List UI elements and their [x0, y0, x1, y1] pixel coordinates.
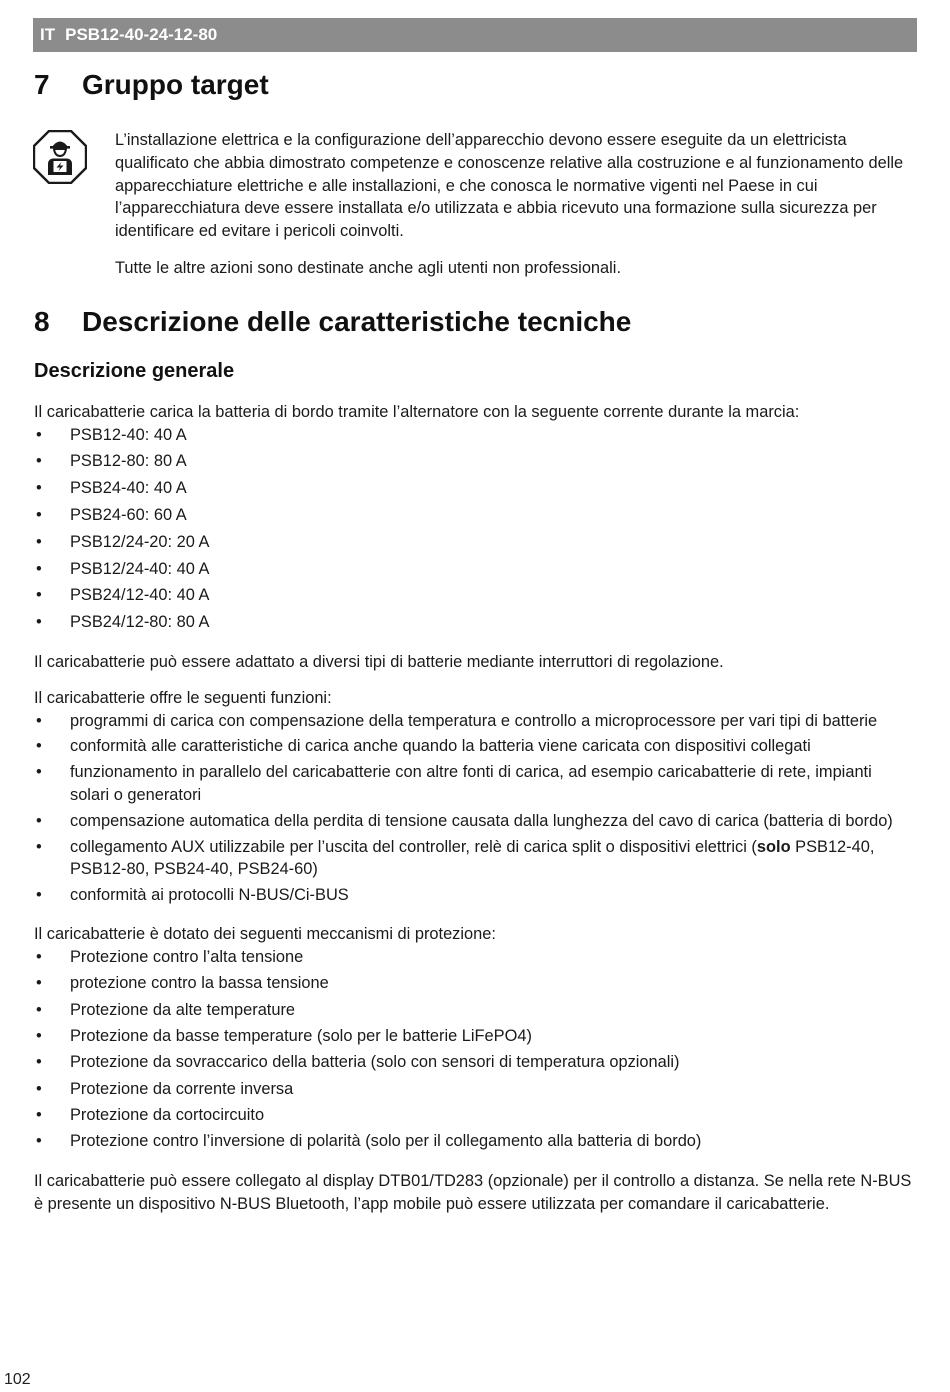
list-item: • Protezione contro l’inversione di polarità (solo per il collegamento alla batteria di bordo) [34, 1130, 914, 1153]
language-code: IT [40, 25, 56, 44]
list-item: • Protezione da sovraccarico della batteria (solo con sensori di temperatura opzionali) [34, 1051, 914, 1074]
charge-intro: Il caricabatterie carica la batteria di bordo tramite l’alternatore con la seguente corrente durante la marcia: [34, 402, 800, 421]
list-item: • compensazione automatica della perdita di tensione causata dalla lunghezza del cavo di carica (batteria di bordo) [34, 810, 914, 833]
subsection-title: Descrizione generale [34, 360, 235, 382]
list-item: • PSB24-40: 40 A [34, 477, 914, 500]
list-item: • PSB12/24-40: 40 A [34, 558, 914, 581]
list-item: • Protezione da basse temperature (solo per le batterie LiFePO4) [34, 1025, 914, 1048]
protection-intro: Il caricabatterie è dotato dei seguenti meccanismi di protezione: [34, 924, 496, 943]
section-7-body [115, 129, 915, 294]
functions-list [34, 710, 914, 907]
list-item: • conformità ai protocolli N-BUS/Ci-BUS [34, 884, 914, 907]
list-item: • PSB12/24-20: 20 A [34, 531, 914, 554]
intro-paragraph-2: Tutte le altre azioni sono destinate anche agli utenti non professionali. [115, 258, 622, 277]
page-number: 102 [4, 1371, 31, 1388]
section-title: Descrizione delle caratteristiche tecniche [82, 306, 632, 337]
list-item: • programmi di carica con compensazione della temperatura e controllo a microprocessore per vari tipi di batterie [34, 710, 914, 733]
closing-paragraph: Il caricabatterie può essere collegato al display DTB01/TD283 (opzionale) per il controllo a distanza. Se nella rete N-BUS è presente un dispositivo N-BUS Bluetooth, l’app mobile può essere utilizzata per comandare il caricabatterie. [34, 1171, 912, 1213]
adapt-paragraph: Il caricabatterie può essere adattato a diversi tipi di batterie mediante interruttori di regolazione. [34, 652, 724, 671]
list-item: • funzionamento in parallelo del caricabatterie con altre fonti di carica, ad esempio caricabatterie di rete, impianti solari o generatori [34, 761, 914, 807]
list-item: • conformità alle caratteristiche di carica anche quando la batteria viene caricata con dispositivi collegati [34, 735, 914, 758]
section-title: Gruppo target [82, 69, 269, 100]
section-number: 7 [34, 69, 50, 100]
list-item: • PSB24/12-80: 80 A [34, 611, 914, 634]
intro-paragraph: L’installazione elettrica e la configurazione dell’apparecchio devono essere eseguite da un elettricista qualificato che abbia dimostrato competenze e conoscenze relative alla costruzione e al funzionamento delle apparecchiature elettriche e alle installazioni, e che conosca le normative vigenti nel Paese in cui l’apparecchiatura deve essere installata e/o utilizzata e abbia ricevuto una formazione sulla sicurezza per identificare ed evitare i pericoli coinvolti. [115, 131, 904, 241]
model-code: PSB12-40-24-12-80 [65, 25, 218, 44]
aux-text-before: collegamento AUX utilizzabile per l’uscita del controller, relè di carica split o dispositivi elettrici ( [70, 837, 757, 856]
list-item: • PSB12-40: 40 A [34, 424, 914, 447]
section-8-heading [34, 306, 631, 338]
list-item: • PSB24/12-40: 40 A [34, 584, 914, 607]
list-item: • Protezione contro l’alta tensione [34, 946, 914, 969]
section-number: 8 [34, 306, 50, 337]
list-item: • Protezione da corrente inversa [34, 1078, 914, 1101]
functions-intro: Il caricabatterie offre le seguenti funzioni: [34, 688, 332, 707]
model-current-list [34, 424, 914, 634]
list-item: • PSB12-80: 80 A [34, 450, 914, 473]
list-item: • Protezione da alte temperature [34, 999, 914, 1022]
header-bar [33, 18, 917, 52]
electrician-icon [33, 130, 87, 184]
aux-text-bold: solo [756, 837, 791, 856]
aux-text-after: PSB12-40, PSB12-80, PSB24-40, PSB24-60) [70, 837, 875, 879]
list-item: • protezione contro la bassa tensione [34, 972, 914, 995]
protection-list [34, 946, 914, 1154]
section-8-body [34, 360, 914, 1215]
list-item: • Protezione da cortocircuito [34, 1104, 914, 1127]
list-item [34, 836, 914, 882]
section-7-heading [34, 69, 269, 101]
list-item: • PSB24-60: 60 A [34, 504, 914, 527]
